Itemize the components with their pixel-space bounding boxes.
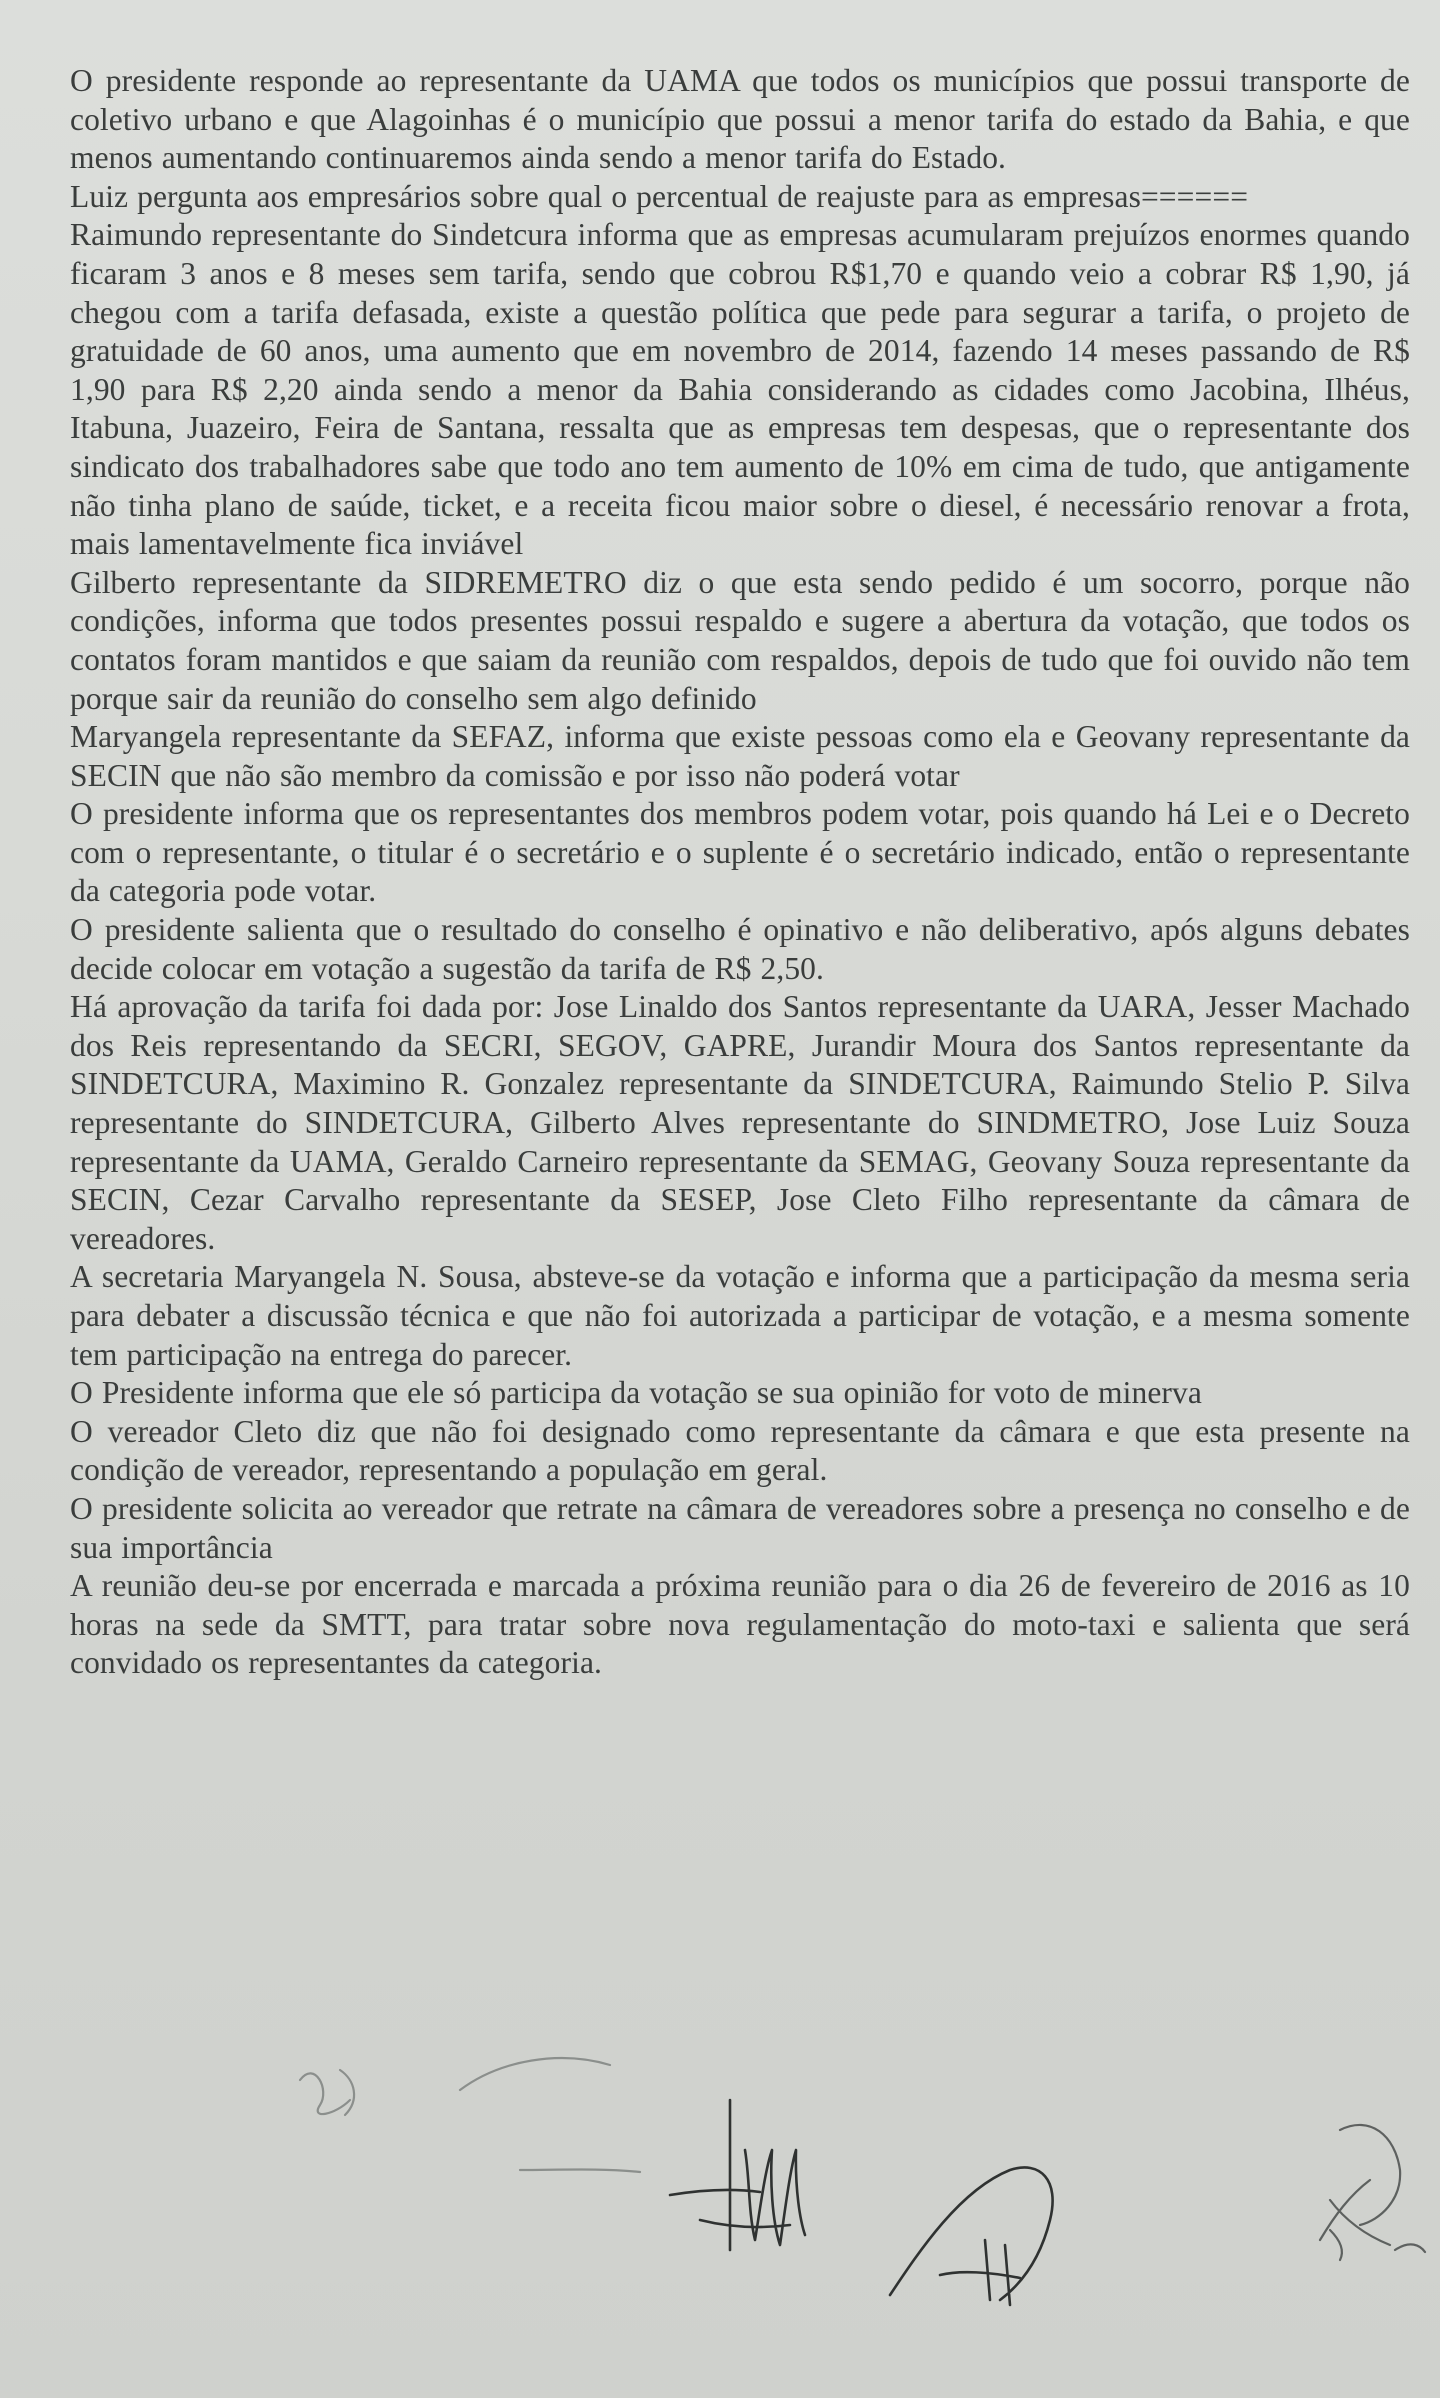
paragraph-2: Luiz pergunta aos empresários sobre qual o percentual de reajuste para as empresas====== [70, 178, 1249, 214]
signature-6 [1330, 2230, 1342, 2260]
signature-row [0, 2020, 1440, 2320]
paragraph-1: O presidente responde ao representante da UAMA que todos os municípios que possui transporte de coletivo urbano e que Alagoinhas é o município que possui a menor tarifa do estado da Bahia, e que menos aumentando continuaremos ainda sendo a menor tarifa do Estado. [70, 63, 1410, 176]
paragraph-9: A secretaria Maryangela N. Sousa, absteve-se da votação e informa que a participação da mesma seria para debater a discussão técnica e que não foi autorizada a participar de votação, e a mesma somente tem participação na entrega do parecer. [70, 1259, 1410, 1372]
signature-4 [890, 2167, 1053, 2305]
signature-2 [460, 2058, 640, 2172]
paragraph-12: O presidente solicita ao vereador que retrate na câmara de vereadores sobre a presença no conselho e de sua importância [70, 1490, 1410, 1565]
paragraph-10: O Presidente informa que ele só participa da votação se sua opinião for voto de minerva [70, 1375, 1202, 1411]
paragraph-6: O presidente informa que os representantes dos membros podem votar, pois quando há Lei e o Decreto com o representante, o titular é o secretário e o suplente é o secretário indicado, então o representante da categoria pode votar. [70, 796, 1410, 909]
paragraph-4: Gilberto representante da SIDREMETRO diz o que esta sendo pedido é um socorro, porque não condições, informa que todos presentes possui respaldo e sugere a abertura da votação, que todos os contatos foram mantidos e que saiam da reunião com respaldos, depois de tudo que foi ouvido não tem porque sair da reunião do conselho sem algo definido [70, 564, 1410, 716]
signature-3 [670, 2100, 805, 2250]
signature-5 [1320, 2125, 1425, 2252]
paragraph-11: O vereador Cleto diz que não foi designado como representante da câmara e que esta presente na condição de vereador, representando a população em geral. [70, 1413, 1410, 1488]
minutes-text [70, 62, 1410, 1683]
signature-1 [300, 2070, 354, 2115]
signatures-graphic [0, 2020, 1440, 2320]
paragraph-8: Há aprovação da tarifa foi dada por: Jose Linaldo dos Santos representante da UARA, Jesser Machado dos Reis representando da SECRI, SEGOV, GAPRE, Jurandir Moura dos Santos representante da SINDETCURA, Maximino R. Gonzalez representante da SINDETCURA, Raimundo Stelio P. Silva representante do SINDETCURA, Gilberto Alves representante do SINDMETRO, Jose Luiz Souza representante da UAMA, Geraldo Carneiro representante da SEMAG, Geovany Souza representante da SECIN, Cezar Carvalho representante da SESEP, Jose Cleto Filho representante da câmara de vereadores. [70, 989, 1410, 1256]
paragraph-5: Maryangela representante da SEFAZ, informa que existe pessoas como ela e Geovany representante da SECIN que não são membro da comissão e por isso não poderá votar [70, 719, 1410, 793]
paragraph-13: A reunião deu-se por encerrada e marcada a próxima reunião para o dia 26 de fevereiro de 2016 as 10 horas na sede da SMTT, para tratar sobre nova regulamentação do moto-taxi e salienta que será convidado os representantes da categoria. [70, 1568, 1410, 1681]
paragraph-3: Raimundo representante do Sindetcura informa que as empresas acumularam prejuízos enormes quando ficaram 3 anos e 8 meses sem tarifa, sendo que cobrou R$1,70 e quando veio a cobrar R$ 1,90, já chegou com a tarifa defasada, existe a questão política que pede para segurar a tarifa, o projeto de gratuidade de 60 anos, uma aumento que em novembro de 2014, fazendo 14 meses passando de R$ 1,90 para R$ 2,20 ainda sendo a menor da Bahia considerando as cidades como Jacobina, Ilhéus, Itabuna, Juazeiro, Feira de Santana, ressalta que as empresas tem despesas, que o representante dos sindicato dos trabalhadores sabe que todo ano tem aumento de 10% em cima de tudo, que antigamente não tinha plano de saúde, ticket, e a receita ficou maior sobre o diesel, é necessário renovar a frota, mais lamentavelmente fica inviável [70, 217, 1410, 562]
paragraph-7: O presidente salienta que o resultado do conselho é opinativo e não deliberativo, após alguns debates decide colocar em votação a sugestão da tarifa de R$ 2,50. [70, 912, 1410, 986]
